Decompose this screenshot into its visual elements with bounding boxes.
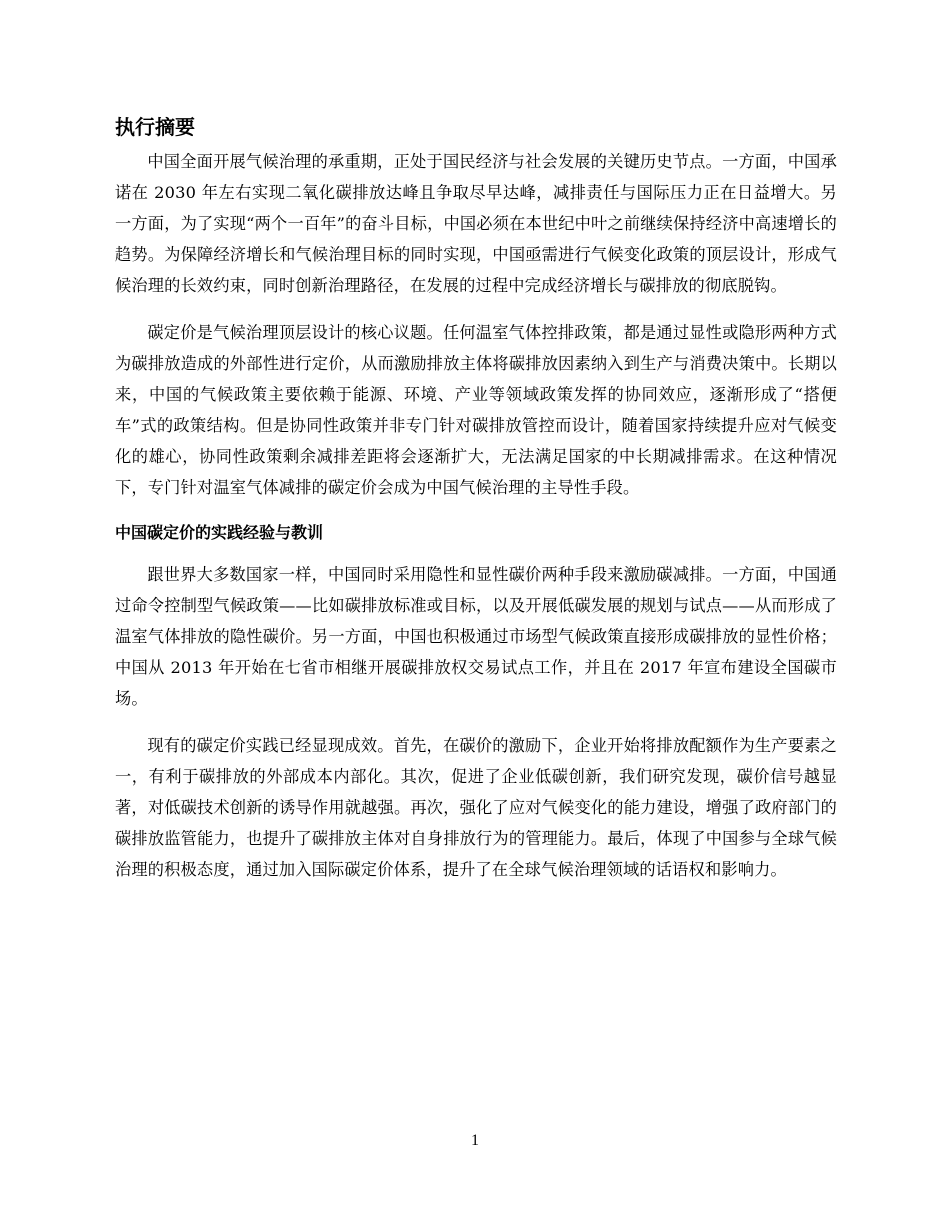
paragraph: 碳定价是气候治理顶层设计的核心议题。任何温室气体控排政策，都是通过显性或隐形两种方式为碳排放造成的外部性进行定价，从而激励排放主体将碳排放因素纳入到生产与消费决策中。长期以来，中国的气候政策主要依赖于能源、环境、产业等领域政策发挥的协同效应，逐渐形成了“搭便车”式的政策结构。但是协同性政策并非专门针对碳排放管控而设计，随着国家持续提升应对气候变化的雄心，协同性政策剩余减排差距将会逐渐扩大，无法满足国家的中长期减排需求。在这种情况下，专门针对温室气体减排的碳定价会成为中国气候治理的主导性手段。: [115, 323, 837, 497]
subsection-heading: 中国碳定价的实践经验与教训: [115, 523, 324, 542]
paragraph: 现有的碳定价实践已经显现成效。首先，在碳价的激励下，企业开始将排放配额作为生产要素之一，有利于碳排放的外部成本内部化。其次，促进了企业低碳创新，我们研究发现，碳价信号越显著，对低碳技术创新的诱导作用就越强。再次，强化了应对气候变化的能力建设，增强了政府部门的碳排放监管能力，也提升了碳排放主体对自身排放行为的管理能力。最后，体现了中国参与全球气候治理的积极态度，通过加入国际碳定价体系，提升了在全球气候治理领域的话语权和影响力。: [115, 736, 837, 879]
section-heading: 执行摘要: [115, 115, 195, 139]
paragraph: 跟世界大多数国家一样，中国同时采用隐性和显性碳价两种手段来激励碳减排。一方面，中国通过命令控制型气候政策——比如碳排放标准或目标，以及开展低碳发展的规划与试点——从而形成了温室气体排放的隐性碳价。另一方面，中国也积极通过市场型气候政策直接形成碳排放的显性价格；中国从 2013 年开始在七省市相继开展碳排放权交易试点工作，并且在 2017 年宣布建设全国碳市场。: [115, 565, 837, 708]
page-number: 1: [471, 1132, 479, 1149]
page-content: [115, 112, 837, 901]
paragraph: 中国全面开展气候治理的承重期，正处于国民经济与社会发展的关键历史节点。一方面，中国承诺在 2030 年左右实现二氧化碳排放达峰且争取尽早达峰，减排责任与国际压力正在日益增大。另一方面，为了实现“两个一百年”的奋斗目标，中国必须在本世纪中叶之前继续保持经济中高速增长的趋势。为保障经济增长和气候治理目标的同时实现，中国亟需进行气候变化政策的顶层设计，形成气候治理的长效约束，同时创新治理路径，在发展的过程中完成经济增长与碳排放的彻底脱钩。: [115, 152, 837, 295]
